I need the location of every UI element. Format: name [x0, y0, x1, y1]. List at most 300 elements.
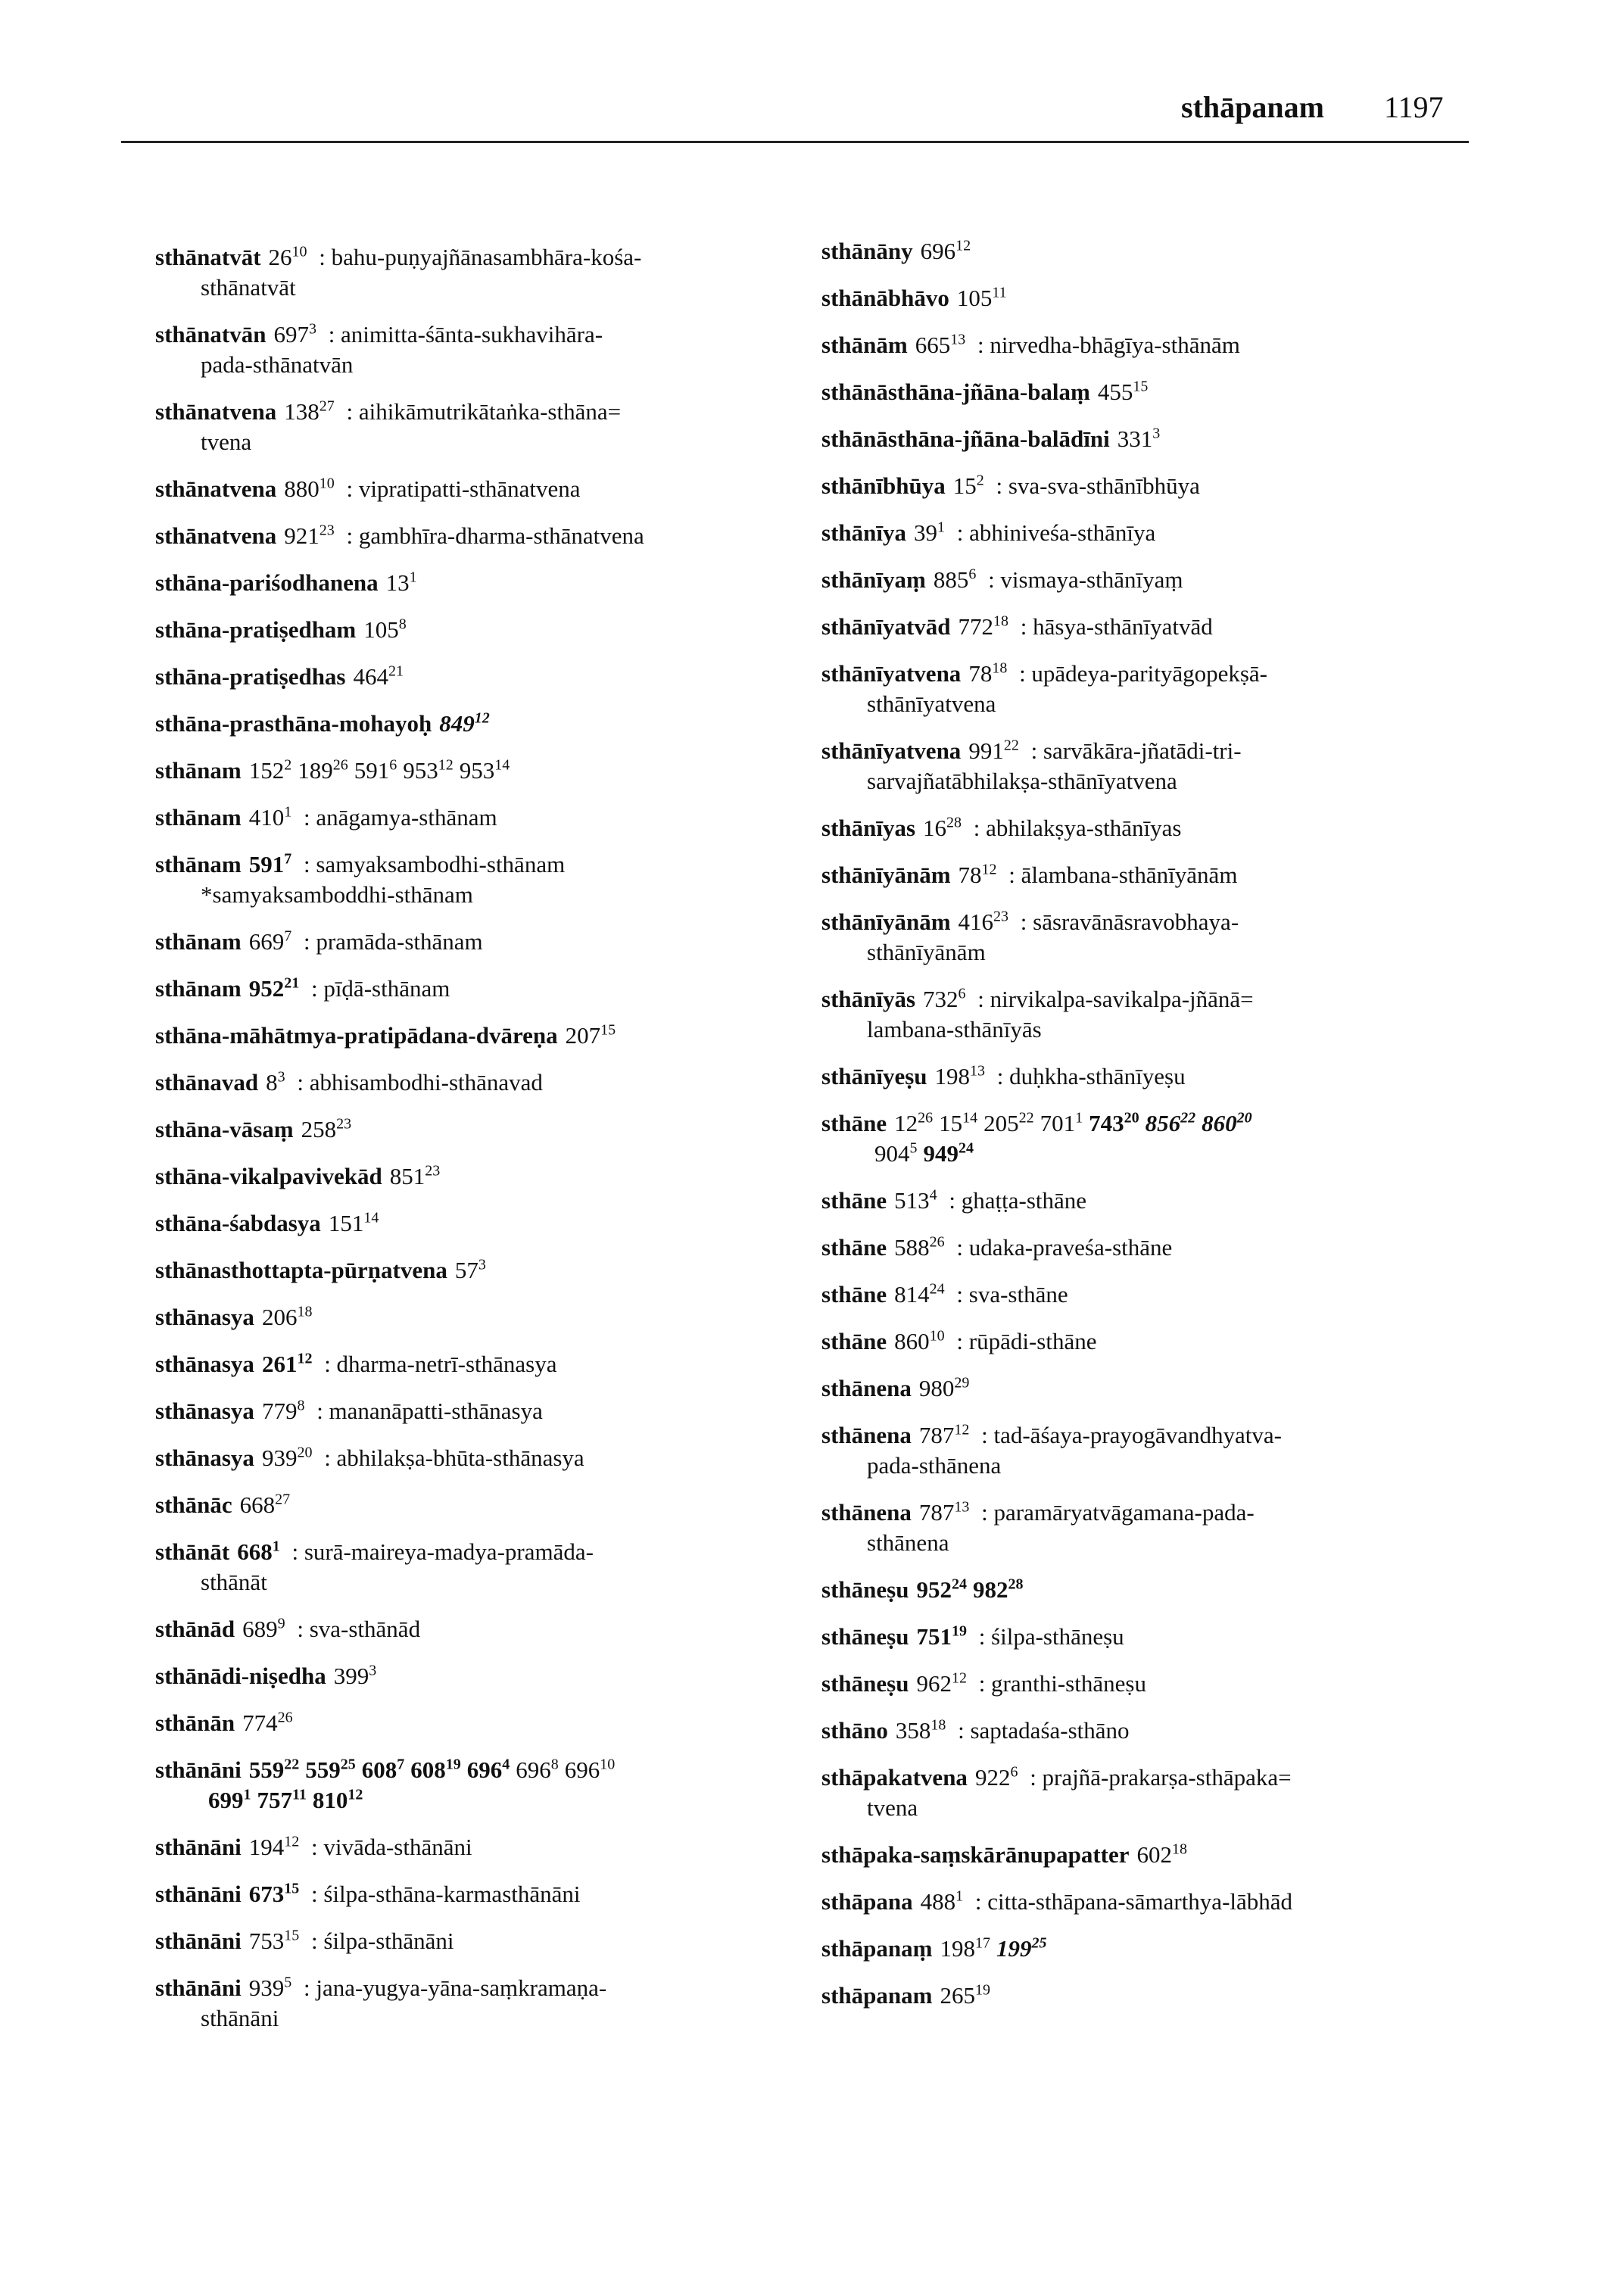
line-ref: 12	[348, 1786, 363, 1803]
entry-refs	[914, 519, 951, 546]
entry-gloss: : vismaya-sthānīyaṃ	[982, 566, 1183, 593]
entry-gloss: : śilpa-sthānāni	[305, 1928, 454, 1954]
line-ref: 27	[275, 1491, 291, 1508]
line-ref: 12	[981, 861, 997, 878]
entry-gloss: : pramāda-sthānam	[298, 928, 483, 955]
index-entry	[155, 242, 821, 303]
entry-gloss: : duḥkha-sthānīyeṣu	[991, 1063, 1186, 1089]
entry-continuation: tvena	[201, 429, 252, 455]
line-ref: 14	[363, 1209, 379, 1226]
running-header	[1181, 89, 1469, 135]
index-entry	[821, 1669, 1488, 1699]
entry-refs	[1098, 379, 1155, 405]
entry-refs	[940, 1935, 1052, 1962]
page-ref: $15^2$	[952, 472, 984, 499]
entry-refs	[249, 1975, 298, 2001]
entry-refs	[390, 1163, 447, 1189]
entry-refs	[894, 1110, 1258, 1136]
index-entry	[821, 330, 1488, 360]
line-ref: 12	[955, 237, 971, 254]
entry-refs	[959, 909, 1015, 935]
entry-gloss: : aihikāmutrikātaṅka-sthāna=	[340, 398, 622, 425]
index-entry	[821, 1498, 1488, 1558]
headword: sthānam	[155, 928, 242, 955]
page-ref: $774^{26}$	[242, 1709, 293, 1736]
entry-continuation	[821, 1139, 1488, 1169]
entry-refs	[439, 710, 496, 737]
index-entry	[155, 1255, 821, 1286]
page-ref: $696^{10}$	[564, 1756, 616, 1783]
entry-gloss: : vipratipatti-sthānatvena	[340, 475, 581, 502]
line-ref: 10	[600, 1756, 616, 1773]
entry-refs	[1117, 425, 1167, 452]
line-ref: 20	[297, 1444, 313, 1461]
entry-gloss: : nirvikalpa-savikalpa-jñānā=	[971, 986, 1254, 1012]
entry-refs	[249, 1756, 622, 1783]
entry-gloss: : nirvedha-bhāgīya-sthānām	[971, 332, 1240, 358]
line-ref: 7	[284, 850, 292, 868]
headword: sthāna-prasthāna-mohayoḥ	[155, 710, 432, 737]
index-entry	[821, 1061, 1488, 1092]
line-ref: 8	[550, 1756, 559, 1773]
entry-refs	[262, 1445, 319, 1471]
index-entry	[155, 1708, 821, 1738]
page-ref: $78^{12}$	[958, 861, 997, 888]
index-entry	[155, 1396, 821, 1426]
page-ref: $105^8$	[363, 616, 407, 643]
index-entry	[155, 1208, 821, 1239]
index-entry	[821, 1186, 1488, 1216]
page-ref: $138^{27}$	[284, 397, 335, 425]
index-entry	[155, 1832, 821, 1862]
line-ref: 18	[930, 1716, 946, 1734]
headword: sthāna-vāsaṃ	[155, 1116, 294, 1142]
line-ref: 15	[1133, 378, 1149, 395]
entry-refs	[455, 1257, 492, 1283]
page-ref: $814^{24}$	[894, 1280, 945, 1308]
page-ref: $559^{25}$	[305, 1756, 356, 1783]
headword: sthānīyatvād	[821, 613, 951, 640]
entry-refs	[916, 1670, 973, 1697]
line-ref: 24	[959, 1139, 974, 1157]
line-ref: 18	[993, 612, 1009, 630]
index-entry	[155, 474, 821, 504]
page-ref: $921^{23}$	[284, 522, 335, 549]
line-ref: 8	[297, 1397, 305, 1414]
line-ref: 11	[992, 284, 1007, 301]
entry-gloss: : abhisambodhi-sthānavad	[291, 1069, 543, 1096]
headword: sthānena	[821, 1422, 912, 1448]
entry-refs	[935, 1063, 992, 1089]
page-ref: $15^{14}$	[939, 1109, 978, 1136]
entry-refs	[284, 522, 341, 549]
line-ref: 20	[1124, 1109, 1139, 1127]
entry-gloss: : jana-yugya-yāna-saṃkramaṇa-	[298, 1975, 607, 2001]
page-ref: $751^{19}$	[916, 1622, 967, 1650]
entry-gloss: : upādeya-parityāgopekṣā-	[1013, 660, 1267, 687]
index-entry	[821, 1373, 1488, 1404]
entry-refs	[249, 757, 516, 784]
page-ref: $194^{12}$	[248, 1833, 300, 1860]
index-entry	[155, 709, 821, 739]
entry-refs	[959, 613, 1015, 640]
page-ref: $922^6$	[974, 1763, 1018, 1791]
headword: sthānavad	[155, 1069, 259, 1096]
entry-refs	[249, 804, 298, 831]
entry-refs	[874, 1140, 980, 1167]
entry-gloss: : hāsya-sthānīyatvād	[1015, 613, 1213, 640]
headword: sthānam	[155, 975, 242, 1002]
line-ref: 3	[277, 1068, 285, 1086]
line-ref: 6	[389, 756, 397, 774]
header-rule	[121, 141, 1469, 143]
index-entry	[821, 283, 1488, 313]
page-ref: $779^8$	[261, 1397, 305, 1424]
index-entry	[155, 803, 821, 833]
page-ref: $673^{15}$	[248, 1880, 300, 1907]
line-ref: 18	[297, 1303, 313, 1320]
headword: sthāne	[821, 1234, 887, 1261]
line-ref: 7	[284, 927, 292, 945]
line-ref: 3	[478, 1256, 486, 1273]
headword: sthānām	[821, 332, 908, 358]
entry-refs	[919, 1422, 976, 1448]
index-entry	[155, 615, 821, 645]
page-ref: $757^{11}$	[257, 1786, 307, 1813]
entry-gloss: : prajñā-prakarṣa-sthāpaka=	[1024, 1764, 1292, 1791]
page-ref: $26^{10}$	[268, 243, 307, 270]
page-ref: $668^{27}$	[239, 1491, 291, 1518]
entry-refs	[919, 1375, 976, 1401]
entry-refs	[934, 566, 983, 593]
page-ref: $57^3$	[454, 1256, 486, 1283]
index-entry	[155, 1973, 821, 2034]
index-entry	[155, 568, 821, 598]
entry-gloss: : rūpādi-sthāne	[950, 1328, 1097, 1354]
page-ref: $699^1$	[208, 1786, 251, 1813]
index-entry	[821, 984, 1488, 1045]
page-ref: $980^{29}$	[918, 1374, 970, 1401]
page-ref: $8^3$	[266, 1068, 285, 1096]
index-entry	[821, 1934, 1488, 1964]
entry-gloss: : pīḍā-sthānam	[305, 975, 450, 1002]
line-ref: 24	[951, 1576, 967, 1593]
headword: sthānatvena	[155, 522, 277, 549]
index-entry	[821, 1575, 1488, 1605]
page-ref: $198^{17}$	[940, 1934, 990, 1962]
index-entry	[821, 565, 1488, 595]
headword: sthānābhāvo	[821, 285, 949, 311]
headword: sthānāny	[821, 238, 913, 264]
page-ref: $787^{12}$	[918, 1421, 970, 1448]
page-ref: $416^{23}$	[958, 908, 1009, 935]
headword: sthāne	[821, 1187, 887, 1214]
headword: sthānatvena	[155, 475, 277, 502]
headword: sthānīya	[821, 519, 906, 546]
entry-refs	[363, 616, 413, 643]
headword: sthānam	[155, 851, 242, 877]
entry-continuation: tvena	[867, 1794, 918, 1821]
page-ref: $860^{20}$	[1202, 1109, 1252, 1136]
header-word: sthāpanam	[1181, 90, 1324, 124]
index-entry	[821, 471, 1488, 501]
index-entry	[155, 756, 821, 786]
page-ref: $851^{23}$	[389, 1162, 441, 1189]
page-ref: $962^{12}$	[916, 1669, 967, 1697]
headword: sthāna-vikalpavivekād	[155, 1163, 382, 1189]
headword: sthānībhūya	[821, 472, 946, 499]
entry-refs	[1137, 1841, 1194, 1868]
line-ref: 1	[409, 569, 417, 586]
index-entry	[821, 1763, 1488, 1823]
entry-gloss: : śilpa-sthāneṣu	[972, 1623, 1124, 1650]
line-ref: 1	[284, 803, 292, 821]
line-ref: 12	[954, 1421, 970, 1438]
line-ref: 26	[277, 1709, 293, 1726]
entry-continuation: *samyaksamboddhi-sthānam	[201, 881, 473, 908]
headword: sthāne	[821, 1328, 887, 1354]
line-ref: 5	[284, 1974, 292, 1991]
entry-refs	[921, 238, 977, 264]
page-number: 1197	[1384, 90, 1444, 124]
index-entry	[821, 860, 1488, 890]
entry-gloss: : animitta-śānta-sukhavihāra-	[322, 321, 603, 348]
headword: sthāpakatvena	[821, 1764, 968, 1791]
index-entry	[155, 974, 821, 1004]
entry-refs	[262, 1398, 311, 1424]
entry-gloss: : granthi-sthāneṣu	[972, 1670, 1146, 1697]
entry-gloss: : sāsravānāsravobhaya-	[1015, 909, 1239, 935]
page-ref: $588^{26}$	[894, 1233, 945, 1261]
page-ref: $608^7$	[361, 1756, 405, 1783]
headword: sthāpanam	[821, 1982, 933, 2009]
headword: sthāna-pratiṣedham	[155, 616, 357, 643]
entry-refs	[284, 398, 341, 425]
index-entry	[821, 659, 1488, 719]
entry-continuation: sthānena	[867, 1529, 949, 1556]
entry-refs	[919, 1499, 976, 1526]
index-entry	[821, 1108, 1488, 1169]
index-entry	[821, 612, 1488, 642]
line-ref: 14	[962, 1109, 978, 1127]
page-ref: $665^{13}$	[915, 331, 966, 358]
entry-refs	[894, 1328, 951, 1354]
line-ref: 6	[1010, 1763, 1018, 1781]
left-column	[155, 242, 821, 2050]
page-ref: $787^{13}$	[918, 1498, 970, 1526]
headword: sthānāni	[155, 1975, 242, 2001]
headword: sthānīyatvena	[821, 660, 962, 687]
headword: sthānīyānām	[821, 909, 951, 935]
entry-refs	[334, 1663, 383, 1689]
index-entry	[155, 1349, 821, 1379]
entry-continuation	[155, 1785, 821, 1816]
headword: sthānena	[821, 1375, 912, 1401]
page-ref: $939^{20}$	[261, 1444, 313, 1471]
headword: sthānāni	[155, 1834, 242, 1860]
headword: sthānasthottapta-pūrṇatvena	[155, 1257, 447, 1283]
line-ref: 23	[336, 1115, 352, 1133]
entry-refs	[249, 1834, 306, 1860]
entry-refs	[959, 862, 1003, 888]
line-ref: 4	[929, 1186, 937, 1204]
headword: sthānatvena	[155, 398, 277, 425]
line-ref: 22	[1003, 737, 1019, 754]
headword: sthānān	[155, 1710, 235, 1736]
entry-refs	[249, 1881, 306, 1907]
entry-continuation: sthānīyatvena	[867, 690, 996, 717]
entry-gloss: : tad-āśaya-prayogāvandhyatva-	[975, 1422, 1282, 1448]
page-ref: $810^{12}$	[312, 1786, 363, 1813]
headword: sthānāni	[155, 1881, 242, 1907]
page-ref: $668^1$	[237, 1538, 280, 1565]
index-entry	[155, 1161, 821, 1192]
page-ref: $358^{18}$	[895, 1716, 946, 1744]
entry-gloss: : abhiniveśa-sthānīya	[950, 519, 1156, 546]
entry-refs	[957, 285, 1013, 311]
index-entry	[155, 1490, 821, 1520]
entry-gloss: : sva-sthānād	[291, 1616, 421, 1642]
index-entry	[155, 1879, 821, 1909]
line-ref: 12	[951, 1669, 967, 1687]
entry-continuation: lambana-sthānīyās	[867, 1016, 1042, 1043]
entry-refs	[329, 1210, 385, 1236]
page-ref: $982^{28}$	[972, 1576, 1024, 1603]
page-ref: $949^{24}$	[923, 1139, 974, 1167]
entry-refs	[915, 332, 972, 358]
page-ref: $880^{10}$	[284, 475, 335, 502]
line-ref: 6	[968, 566, 977, 583]
line-ref: 12	[438, 756, 454, 774]
index-entry	[155, 662, 821, 692]
page-ref: $205^{22}$	[983, 1109, 1034, 1136]
entry-gloss: : abhilakṣya-sthānīyas	[968, 815, 1182, 841]
page-ref: $753^{15}$	[248, 1927, 300, 1954]
entry-refs	[916, 1576, 1029, 1603]
page-ref: $885^6$	[933, 566, 977, 593]
index-entry	[821, 813, 1488, 843]
line-ref: 22	[1018, 1109, 1034, 1127]
entry-gloss: : vivāda-sthānāni	[305, 1834, 472, 1860]
headword: sthānatvān	[155, 321, 267, 348]
index-entry	[155, 1661, 821, 1691]
line-ref: 25	[1031, 1934, 1047, 1952]
page-ref: $151^{14}$	[328, 1209, 379, 1236]
headword: sthānena	[821, 1499, 912, 1526]
line-ref: 1	[955, 1887, 964, 1905]
page-ref: $16^{28}$	[923, 814, 962, 841]
line-ref: 21	[388, 662, 404, 680]
index-entry	[155, 1114, 821, 1145]
index-entry	[155, 1926, 821, 1956]
entry-refs	[249, 975, 306, 1002]
line-ref: 12	[474, 709, 490, 727]
page-ref: $608^{19}$	[410, 1756, 461, 1783]
headword: sthānāsthāna-jñāna-balaṃ	[821, 379, 1090, 405]
entry-refs	[240, 1491, 297, 1518]
entry-gloss: : udaka-praveśa-sthāne	[950, 1234, 1173, 1261]
index-entry	[155, 1068, 821, 1098]
page-ref: $591^6$	[354, 756, 397, 784]
entry-continuation: sthānatvāt	[201, 274, 296, 301]
line-ref: 28	[1008, 1576, 1024, 1593]
entry-refs	[894, 1234, 951, 1261]
entry-gloss: : paramāryatvāgamana-pada-	[975, 1499, 1255, 1526]
index-entry	[155, 1614, 821, 1644]
line-ref: 1	[1075, 1109, 1083, 1127]
index-entry	[155, 521, 821, 551]
index-entry	[155, 927, 821, 957]
entry-refs	[242, 1710, 299, 1736]
entry-refs	[273, 321, 323, 348]
index-entry	[821, 1887, 1488, 1917]
line-ref: 15	[600, 1021, 616, 1039]
page-ref: $602^{18}$	[1136, 1840, 1188, 1868]
entry-refs	[269, 244, 313, 270]
line-ref: 24	[929, 1280, 945, 1298]
entry-refs	[968, 660, 1013, 687]
page-ref: $952^{24}$	[916, 1576, 967, 1603]
index-entry	[155, 1302, 821, 1332]
entry-refs	[249, 1928, 306, 1954]
line-ref: 1	[272, 1538, 280, 1555]
line-ref: 2	[976, 472, 984, 489]
entry-gloss: : sarvākāra-jñatādi-tri-	[1024, 737, 1242, 764]
headword: sthānasya	[155, 1445, 254, 1471]
entry-refs	[249, 928, 298, 955]
line-ref: 26	[929, 1233, 945, 1251]
page-ref: $513^4$	[894, 1186, 937, 1214]
page-ref: $39^1$	[913, 519, 945, 546]
page-ref: $953^{12}$	[403, 756, 454, 784]
index-entry	[821, 736, 1488, 796]
page-ref: $78^{18}$	[968, 659, 1008, 687]
page-ref: $743^{20}$	[1089, 1109, 1139, 1136]
entry-continuation: sthānāni	[201, 2005, 279, 2031]
line-ref: 23	[993, 908, 1009, 925]
page-ref: $559^{22}$	[248, 1756, 300, 1783]
headword: sthāne	[821, 1110, 887, 1136]
page-ref: $696^8$	[516, 1756, 559, 1783]
headword: sthānāt	[155, 1538, 230, 1565]
entry-refs	[249, 851, 298, 877]
index-entry	[821, 1233, 1488, 1263]
index-entry	[155, 319, 821, 380]
index-entry	[821, 1622, 1488, 1652]
page-ref: $696^4$	[466, 1756, 510, 1783]
entry-refs	[894, 1187, 943, 1214]
entry-gloss: : abhilakṣa-bhūta-sthānasya	[318, 1445, 584, 1471]
entry-refs	[301, 1116, 358, 1142]
entry-gloss: : ghaṭṭa-sthāne	[943, 1187, 1087, 1214]
page-ref: $732^6$	[923, 985, 966, 1012]
page-ref: $265^{19}$	[940, 1981, 990, 2009]
line-ref: 15	[284, 1927, 300, 1944]
index-entry	[821, 1840, 1488, 1870]
entry-gloss: : surā-maireya-madya-pramāda-	[285, 1538, 594, 1565]
line-ref: 10	[929, 1327, 945, 1345]
line-ref: 29	[954, 1374, 970, 1392]
headword: sthānasya	[155, 1398, 254, 1424]
line-ref: 20	[1236, 1109, 1252, 1127]
entry-refs	[566, 1022, 622, 1049]
page-ref: $152^2$	[248, 756, 292, 784]
page-ref: $13^1$	[385, 569, 417, 596]
line-ref: 19	[951, 1622, 967, 1640]
index-entry	[821, 1279, 1488, 1310]
index-entry	[821, 1981, 1488, 2011]
headword: sthānam	[155, 804, 242, 831]
